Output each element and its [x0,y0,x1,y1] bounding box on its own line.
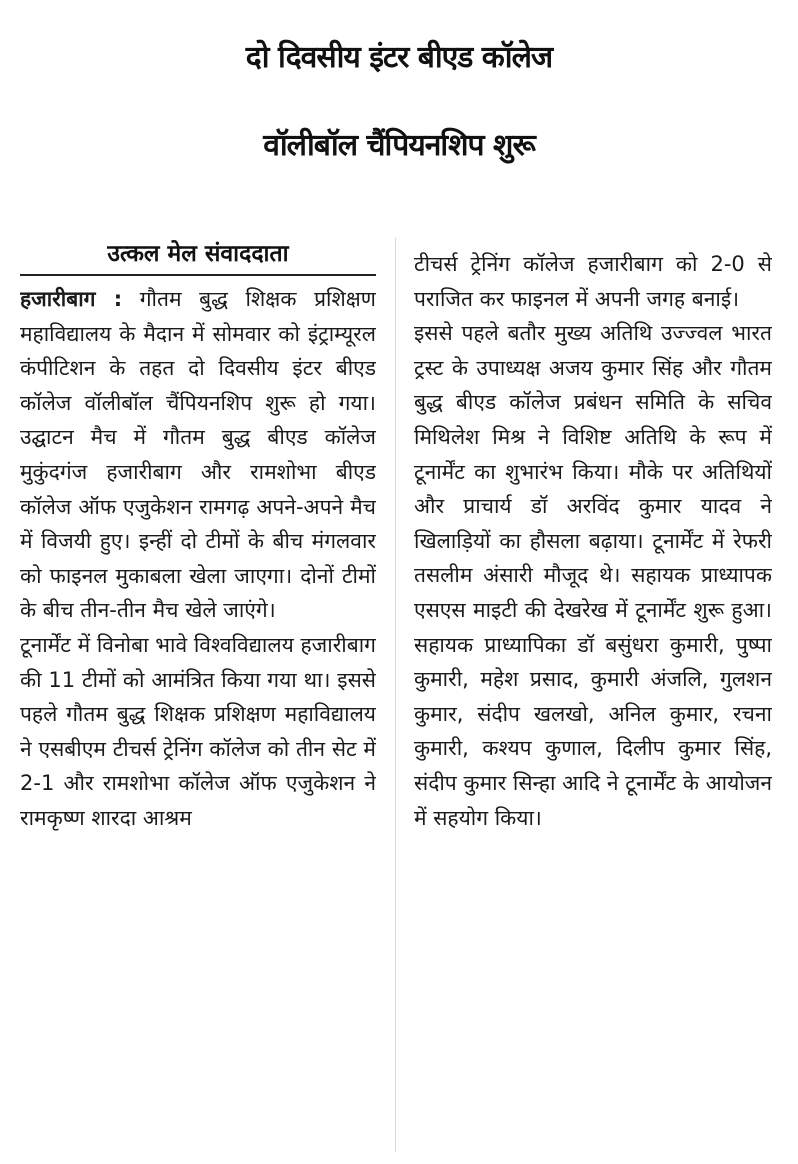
headline-line-1: दो दिवसीय इंटर बीएड कॉलेज [245,40,553,75]
column-divider [395,238,396,1152]
article-paragraph [20,282,376,628]
article-column-right [414,247,772,1152]
article-paragraph: इससे पहले बतौर मुख्य अतिथि उज्ज्वल भारत ट्रस्ट के उपाध्यक्ष अजय कुमार सिंह और गौतम बुद्ध बीएड कॉलेज प्रबंधन समिति के सचिव मिथिलेश मिश्र ने विशिष्ट अतिथि के रूप में टूनार्मेंट का शुभारंभ किया। मौके पर अतिथियों और प्राचार्य डॉ अरविंद कुमार यादव ने खिलाड़ियों का हौसला बढ़ाया। टूनार्मेंट में रेफरी तसलीम अंसारी मौजूद थे। सहायक प्राध्यापक एसएस माइटी की देखरेख में टूनार्मेंट शुरू हुआ। सहायक प्राध्यापिका डॉ बसुंधरा कुमारी, पुष्पा कुमारी, महेश प्रसाद, कुमारी अंजलि, गुलशन कुमार, संदीप खलखो, अनिल कुमार, रचना कुमारी, कश्यप कुणाल, दिलीप कुमार सिंह, संदीप कुमार सिन्हा आदि ने टूनार्मेंट के आयोजन में सहयोग किया। [414,321,772,830]
article-paragraph: टीचर्स ट्रेनिंग कॉलेज हजारीबाग को 2-0 से पराजित कर फाइनल में अपनी जगह बनाई। [414,252,772,311]
dateline: हजारीबाग : [20,287,123,311]
byline: उत्कल मेल संवाददाता [107,241,289,267]
paragraph-text: गौतम बुद्ध शिक्षक प्रशिक्षण महाविद्यालय के मैदान में सोमवार को इंट्राम्यूरल कंपीटिशन के तहत दो दिवसीय इंटर बीएड कॉलेज वॉलीबॉल चैंपियनशिप शुरू हो गया। उद्घाटन मैच में गौतम बुद्ध बीएड कॉलेज मुकुंदगंज हजारीबाग और रामशोभा बीएड कॉलेज ऑफ एजुकेशन रामगढ़ अपने-अपने मैच में विजयी हुए। इन्हीं दो टीमों के बीच मंगलवार को फाइनल मुकाबला खेला जाएगा। दोनों टीमों के बीच तीन-तीन मैच खेले जाएंगे। [20,287,376,623]
byline-block [20,236,376,276]
article-column-left [20,282,376,1152]
headline-line-2: वॉलीबॉल चैंपियनशिप शुरू [263,128,535,163]
article-paragraph: टूनार्मेंट में विनोबा भावे विश्वविद्यालय हजारीबाग की 11 टीमों को आमंत्रित किया गया था। इससे पहले गौतम बुद्ध शिक्षक प्रशिक्षण महाविद्यालय ने एसबीएम टीचर्स ट्रेनिंग कॉलेज को तीन सेट में 2-1 और रामशोभा कॉलेज ऑफ एजुकेशन ने रामकृष्ण शारदा आश्रम [20,632,376,830]
headline [0,14,798,190]
